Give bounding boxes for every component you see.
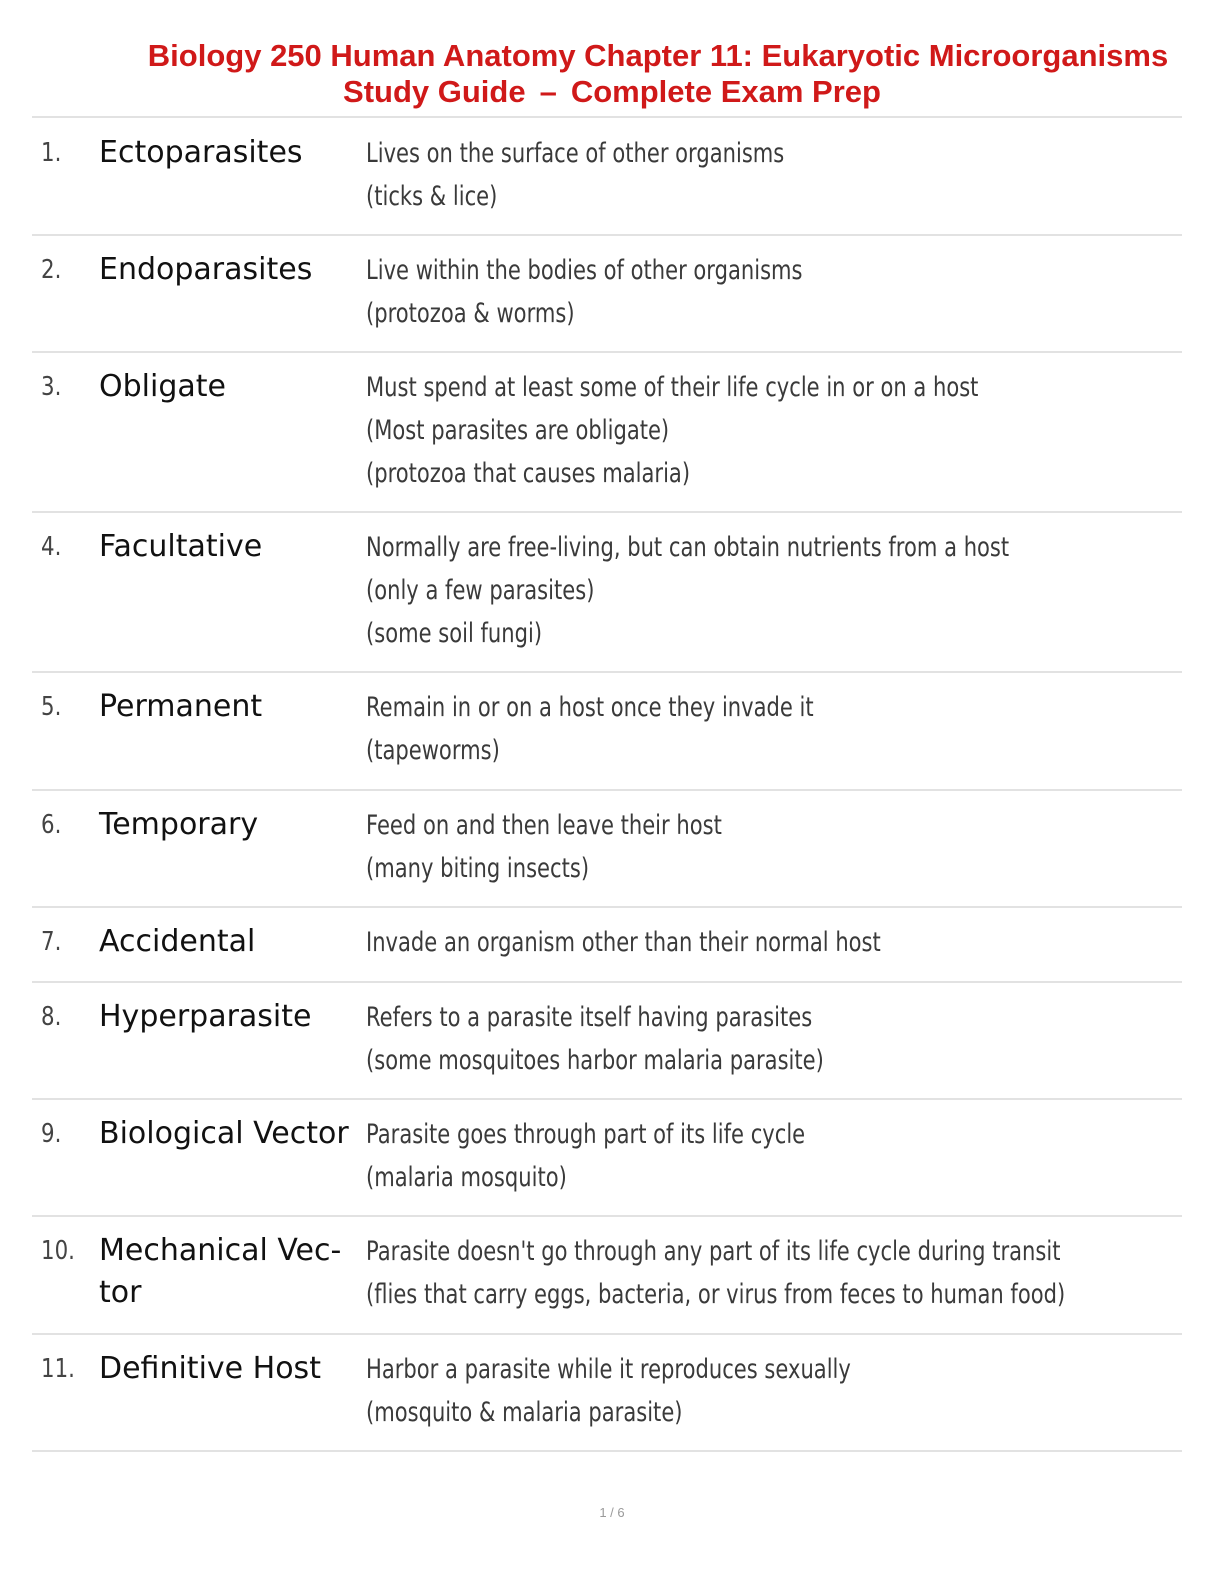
term-number: 4. — [41, 532, 62, 562]
title-exam-prep: Complete Exam Prep — [570, 74, 881, 109]
term-number: 5. — [41, 692, 62, 722]
term-definition — [366, 804, 1224, 890]
definition-line: (ticks & lice) — [366, 181, 498, 212]
term-definition — [366, 996, 1224, 1082]
definition-line: (some mosquitoes harbor malaria parasite) — [366, 1045, 824, 1076]
divider — [32, 116, 1182, 118]
title-separator: – — [539, 74, 557, 109]
term-number: 8. — [41, 1002, 62, 1032]
definition-line: (malaria mosquito) — [366, 1162, 567, 1193]
definition-line: (only a few parasites) — [366, 575, 595, 606]
divider — [32, 1333, 1182, 1335]
definition-line: Refers to a parasite itself having parasites — [366, 1002, 813, 1033]
term-number: 3. — [41, 372, 62, 402]
page-title — [0, 38, 1224, 110]
term-number: 10. — [41, 1236, 75, 1266]
term-definition — [366, 1113, 1224, 1199]
definition-line: (some soil fungi) — [366, 618, 543, 649]
term-definition — [366, 526, 1224, 655]
title-line-1: Biology 250 Human Anatomy Chapter 11: Eukaryotic Microorganisms — [147, 38, 1169, 73]
term-number: 9. — [41, 1119, 62, 1149]
definition-line: (mosquito & malaria parasite) — [366, 1397, 683, 1428]
definition-line: (many biting insects) — [366, 853, 590, 884]
term-definition — [366, 686, 1224, 772]
term-number: 1. — [41, 138, 62, 168]
divider — [32, 511, 1182, 513]
term-number: 2. — [41, 255, 62, 285]
definition-line: Must spend at least some of their life cycle in or on a host — [366, 372, 979, 403]
term-name: Definitive Host — [99, 1351, 321, 1386]
definition-line: Invade an organism other than their normal host — [366, 927, 881, 958]
divider — [32, 906, 1182, 908]
definition-line: (protozoa that causes malaria) — [366, 458, 691, 489]
title-line-2 — [0, 74, 1224, 110]
definition-line: Parasite goes through part of its life cycle — [366, 1119, 806, 1150]
definition-line: Parasite doesn't go through any part of its life cycle during transit — [366, 1236, 1061, 1267]
divider — [32, 789, 1182, 791]
divider — [32, 1450, 1182, 1452]
divider — [32, 351, 1182, 353]
divider — [32, 671, 1182, 673]
term-number: 11. — [41, 1354, 75, 1384]
term-name: Endoparasites — [99, 252, 313, 287]
term-definition — [366, 366, 1224, 495]
definition-line: Lives on the surface of other organisms — [366, 138, 785, 169]
definition-line: Remain in or on a host once they invade it — [366, 692, 814, 723]
definition-line: Normally are free-living, but can obtain nutrients from a host — [366, 532, 1010, 563]
title-study-guide: Study Guide — [343, 74, 526, 109]
definition-line: (flies that carry eggs, bacteria, or virus from feces to human food) — [366, 1279, 1066, 1310]
definition-line: Feed on and then leave their host — [366, 810, 722, 841]
term-name: Biological Vector — [99, 1116, 349, 1151]
term-number: 7. — [41, 927, 62, 957]
term-name: Obligate — [99, 369, 226, 404]
divider — [32, 981, 1182, 983]
term-definition — [366, 1348, 1224, 1434]
term-name: Facultative — [99, 529, 263, 564]
divider — [32, 1098, 1182, 1100]
term-name: Temporary — [99, 807, 259, 842]
term-number: 6. — [41, 810, 62, 840]
term-definition — [366, 249, 1224, 335]
definition-line: (protozoa & worms) — [366, 298, 575, 329]
term-name: Accidental — [99, 924, 256, 959]
definition-line: Live within the bodies of other organisms — [366, 255, 803, 286]
definition-line: (tapeworms) — [366, 735, 500, 766]
term-name: Hyperparasite — [99, 999, 312, 1034]
term-name: Permanent — [99, 689, 263, 724]
definition-line: Harbor a parasite while it reproduces sexually — [366, 1354, 851, 1385]
term-name: Mechanical Vec-tor — [99, 1233, 342, 1310]
page-indicator: 1 / 6 — [599, 1505, 625, 1520]
term-definition — [366, 1230, 1224, 1316]
term-definition — [366, 132, 1224, 218]
term-definition — [366, 921, 1224, 964]
definition-line: (Most parasites are obligate) — [366, 415, 670, 446]
divider — [32, 234, 1182, 236]
divider — [32, 1215, 1182, 1217]
term-name: Ectoparasites — [99, 135, 303, 170]
